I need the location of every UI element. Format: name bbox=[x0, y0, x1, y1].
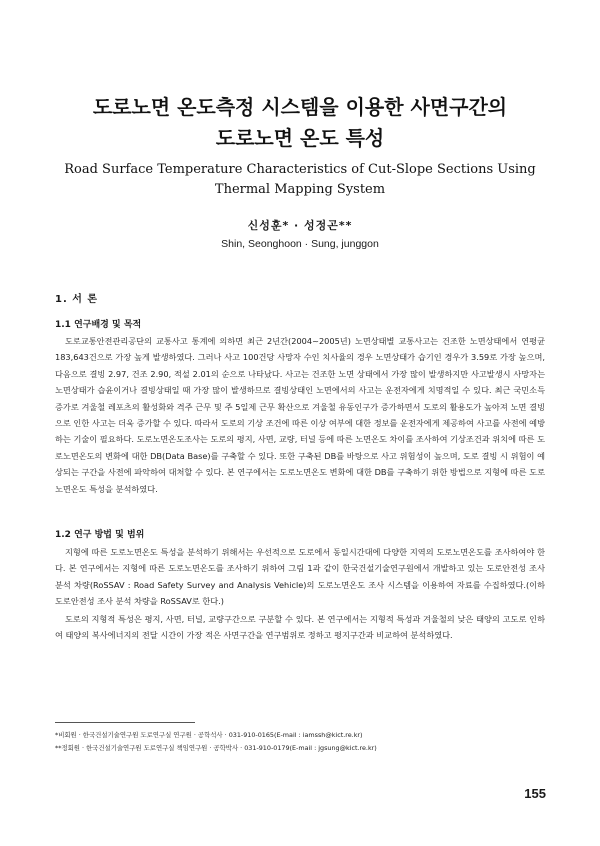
subsection-heading-method: 1.2 연구 방법 및 범위 bbox=[55, 530, 145, 540]
paragraph-background: 도로교통안전관리공단의 교통사고 통계에 의하면 최근 2년간(2004~2005년) 노면상태별 교통사고는 건조한 노면상태에서 연평균 183,643건으로 가장 높게 발생하였다. 그러나 사고 100건당 사망자 수인 치사율의 경우 노면상태가 습기인 경우가 3.59로 가장 높으며, 다음으로 결빙 2.97, 건조 2.90, 적설 2.01의 순으로 나타났다. 사고는 건조한 노면 상태에서 가장 많이 발생하지만 사고발생시 사망자는 노면상태가 습윤이거나 결빙상태일 때 가장 많이 발생하므로 결빙상태인 노면에서의 사고는 운전자에게 치명적일 수 있다. 최근 국민소득 증가로 겨울철 레포츠의 활성화와 격주 근무 및 주 5일제 근무 확산으로 겨울철 유동인구가 증가하면서 도로의 활용도가 높아져 노면 결빙으로 인한 사고는 더욱 증가할 수 있다. 따라서 도로의 기상 조건에 따른 이상 여부에 대한 정보를 운전자에게 제공하여 사고를 사전에 예방하는 기술이 필요하다. 도로노면온도조사는 도로의 평지, 사면, 교량, 터널 등에 따른 노면온도 차이를 조사하여 기상조건과 위치에 따른 도로노면온도의 변화에 대한 DB(Data Base)를 구축할 수 있다. 또한 구축된 DB를 바탕으로 사고 위험성이 높으며, 도로 결빙 시 위험이 예상되는 구간을 사전에 파악하여 대처할 수 있다. 본 연구에서는 도로노면온도 변화에 대한 DB를 구축하기 위한 방법으로 지형에 따른 도로노면온도 특성을 분석하였다. bbox=[55, 336, 545, 494]
paragraph-method-2: 도로의 지형적 특성은 평지, 사면, 터널, 교량구간으로 구분할 수 있다. 본 연구에서는 지형적 특성과 겨울철의 낮은 태양의 고도로 인하여 태양의 복사에너지의 전달 시간이 가장 적은 사면구간을 연구범위로 정하고 평지구간과 비교하여 분석하였다. bbox=[55, 614, 545, 641]
authors-english: Shin, Seonghoon · Sung, junggon bbox=[221, 238, 379, 250]
korean-title-line-2: 도로노면 온도 특성 bbox=[215, 126, 385, 150]
section-heading-introduction: 1. 서 론 bbox=[55, 294, 99, 305]
footnote-divider bbox=[55, 722, 195, 723]
english-title-line-1: Road Surface Temperature Characteristics of Cut-Slope Sections Using bbox=[64, 162, 536, 177]
english-title-line-2: Thermal Mapping System bbox=[214, 182, 386, 197]
english-title bbox=[40, 160, 560, 200]
footnote-1: *비회원 · 한국건설기술연구원 도로연구실 연구원 · 공학석사 · 031-910-0165(E-mail : iamssh@kict.re.kr) bbox=[55, 731, 363, 739]
korean-title-line-1: 도로노면 온도측정 시스템을 이용한 사면구간의 bbox=[92, 95, 508, 119]
footnote-2: **정회원 · 한국건설기술연구원 도로연구실 책임연구원 · 공학박사 · 031-910-0179(E-mail : jgsung@kict.re.kr) bbox=[55, 744, 377, 752]
authors-korean: 신성훈* · 성정곤** bbox=[247, 219, 353, 232]
paragraph-method-1: 지형에 따른 도로노면온도 특성을 분석하기 위해서는 우선적으로 도로에서 동일시간대에 다양한 지역의 도로노면온도를 조사하여야 한다. 본 연구에서는 지형에 따른 도로노면온도를 조사하기 위하여 그림 1과 같이 한국건설기술연구원에서 개발하고 있는 도로안전성 조사 분석 차량(RoSSAV : Road Safety Survey and Analysis Vehicle)의 도로노면온도 조사 시스템을 이용하여 자료를 수집하였다.(이하 도로안전성 조사 분석 차량을 RoSSAV로 한다.) bbox=[55, 547, 545, 607]
page-number: 155 bbox=[524, 786, 546, 801]
korean-title bbox=[40, 92, 560, 154]
subsection-heading-background: 1.1 연구배경 및 목적 bbox=[55, 320, 142, 330]
